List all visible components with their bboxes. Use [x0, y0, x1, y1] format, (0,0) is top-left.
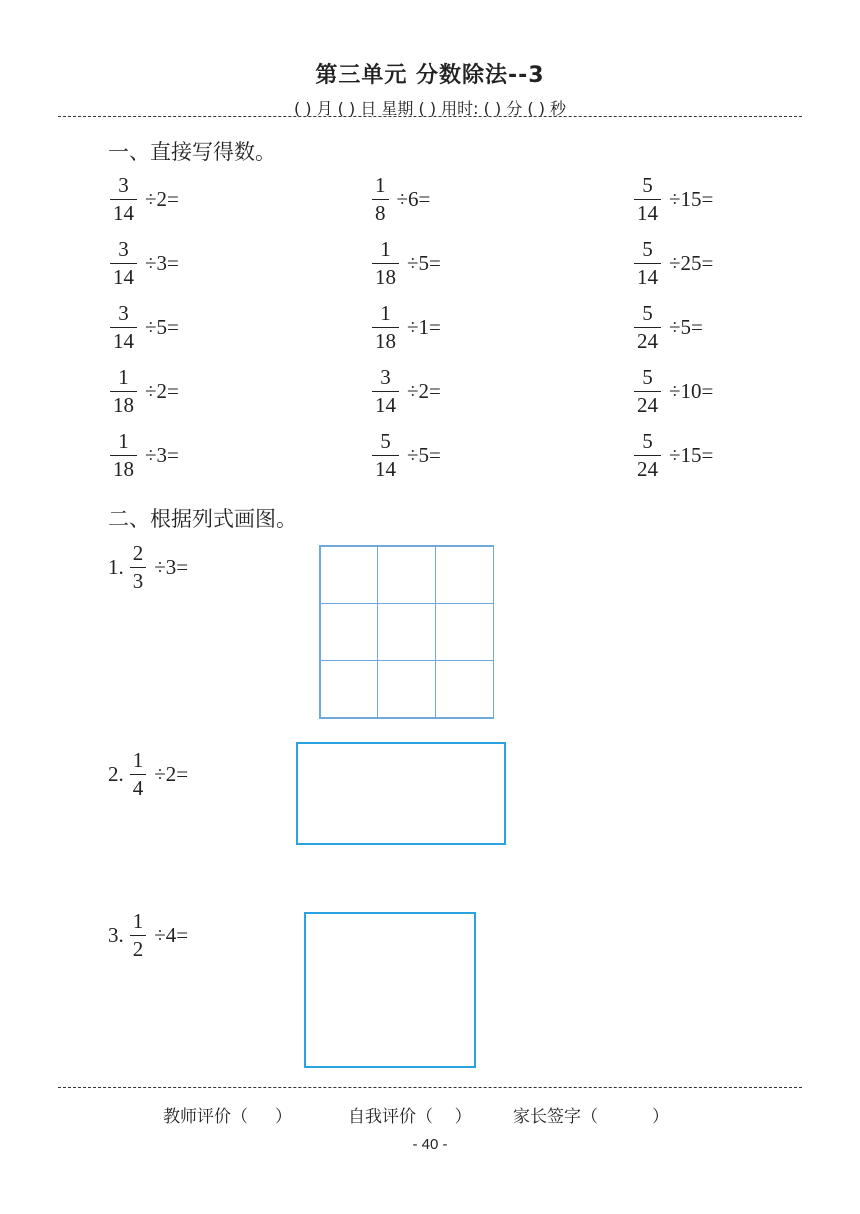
operation-text: ÷25= — [669, 251, 714, 275]
denominator: 14 — [110, 327, 137, 352]
parent-signature: 家长签字（ ） — [513, 1107, 670, 1127]
numerator: 1 — [132, 748, 144, 772]
fraction — [372, 175, 389, 224]
fraction — [372, 367, 399, 416]
grid-cell — [435, 660, 494, 718]
fraction — [372, 303, 399, 352]
numerator: 1 — [380, 237, 391, 261]
numerator: 5 — [642, 301, 653, 325]
numerator: 5 — [642, 429, 653, 453]
problem — [110, 303, 179, 352]
footer-divider — [58, 1087, 802, 1088]
problem — [634, 175, 713, 224]
fraction — [634, 175, 661, 224]
problem — [634, 367, 713, 416]
operation-text: ÷2= — [145, 379, 179, 403]
fraction — [634, 431, 661, 480]
operation-text: ÷5= — [669, 315, 703, 339]
teacher-evaluation: 教师评价（ ） — [163, 1107, 293, 1127]
denominator: 14 — [372, 455, 399, 480]
numerator: 3 — [118, 301, 129, 325]
denominator: 14 — [110, 199, 137, 224]
numerator: 1 — [118, 365, 129, 389]
numerator: 5 — [380, 429, 391, 453]
section-1-title: 一、直接写得数。 — [108, 140, 276, 164]
numerator: 5 — [642, 365, 653, 389]
problem — [372, 239, 441, 288]
drawing-box — [296, 742, 506, 845]
section-2-title: 二、根据列式画图。 — [108, 507, 297, 531]
problem — [634, 303, 703, 352]
operation-text: ÷2= — [145, 187, 179, 211]
numerator: 5 — [642, 173, 653, 197]
problem — [634, 239, 713, 288]
problem-number: 1. — [108, 555, 124, 579]
problem — [634, 431, 713, 480]
operation-text: ÷2= — [407, 379, 441, 403]
denominator: 14 — [110, 263, 137, 288]
fraction — [634, 367, 661, 416]
numerator: 1 — [380, 301, 391, 325]
numerator: 3 — [118, 173, 129, 197]
grid-cell — [320, 603, 379, 661]
numerator: 1 — [132, 909, 144, 933]
operation-text: ÷10= — [669, 379, 714, 403]
problem — [110, 431, 179, 480]
problem — [110, 367, 179, 416]
problem — [372, 175, 430, 224]
grid-cell — [435, 546, 494, 604]
denominator: 2 — [130, 935, 147, 960]
denominator: 3 — [130, 567, 147, 592]
problem — [110, 175, 179, 224]
page-title: 第三单元 分数除法--3 — [315, 63, 545, 88]
operation-text: ÷6= — [396, 187, 431, 211]
fraction — [110, 431, 137, 480]
denominator: 18 — [110, 391, 137, 416]
drawing-problem — [108, 750, 188, 799]
operation-text: ÷2= — [154, 762, 189, 786]
fraction — [634, 239, 661, 288]
fraction — [130, 750, 147, 799]
page-number: - 40 - — [412, 1136, 448, 1153]
numerator: 5 — [642, 237, 653, 261]
fraction — [110, 239, 137, 288]
problem — [372, 367, 441, 416]
drawing-problem — [108, 543, 188, 592]
problem — [110, 239, 179, 288]
operation-text: ÷3= — [154, 555, 189, 579]
numerator: 1 — [375, 173, 386, 197]
problem-number: 2. — [108, 762, 124, 786]
denominator: 24 — [634, 391, 661, 416]
problem-number: 3. — [108, 923, 124, 947]
denominator: 4 — [130, 774, 147, 799]
denominator: 18 — [110, 455, 137, 480]
operation-text: ÷5= — [145, 315, 179, 339]
drawing-box — [304, 912, 476, 1068]
numerator: 2 — [132, 541, 144, 565]
date-time-info-line: ( ) 月 ( ) 日 星期 ( ) 用时: ( ) 分 ( ) 秒 — [293, 99, 567, 118]
grid-cell — [377, 660, 436, 718]
denominator: 8 — [372, 199, 389, 224]
operation-text: ÷4= — [154, 923, 189, 947]
denominator: 18 — [372, 327, 399, 352]
denominator: 24 — [634, 327, 661, 352]
drawing-problem — [108, 911, 188, 960]
fraction — [110, 175, 137, 224]
denominator: 14 — [634, 199, 661, 224]
grid-cell — [320, 660, 379, 718]
grid-cell — [377, 603, 436, 661]
operation-text: ÷1= — [407, 315, 441, 339]
denominator: 24 — [634, 455, 661, 480]
operation-text: ÷15= — [669, 443, 714, 467]
denominator: 14 — [634, 263, 661, 288]
self-evaluation: 自我评价（ ） — [348, 1107, 472, 1127]
fraction — [110, 303, 137, 352]
numerator: 3 — [118, 237, 129, 261]
operation-text: ÷15= — [669, 187, 714, 211]
grid-cell — [320, 546, 379, 604]
operation-text: ÷5= — [407, 443, 441, 467]
grid-cell — [435, 603, 494, 661]
problem — [372, 303, 441, 352]
fraction — [130, 543, 147, 592]
numerator: 1 — [118, 429, 129, 453]
header-divider — [58, 116, 802, 117]
denominator: 18 — [372, 263, 399, 288]
fraction — [110, 367, 137, 416]
operation-text: ÷5= — [407, 251, 441, 275]
numerator: 3 — [380, 365, 391, 389]
fraction — [130, 911, 147, 960]
problem — [372, 431, 441, 480]
grid-cell — [377, 546, 436, 604]
operation-text: ÷3= — [145, 251, 179, 275]
drawing-grid — [319, 545, 494, 719]
operation-text: ÷3= — [145, 443, 179, 467]
fraction — [634, 303, 661, 352]
fraction — [372, 431, 399, 480]
fraction — [372, 239, 399, 288]
denominator: 14 — [372, 391, 399, 416]
